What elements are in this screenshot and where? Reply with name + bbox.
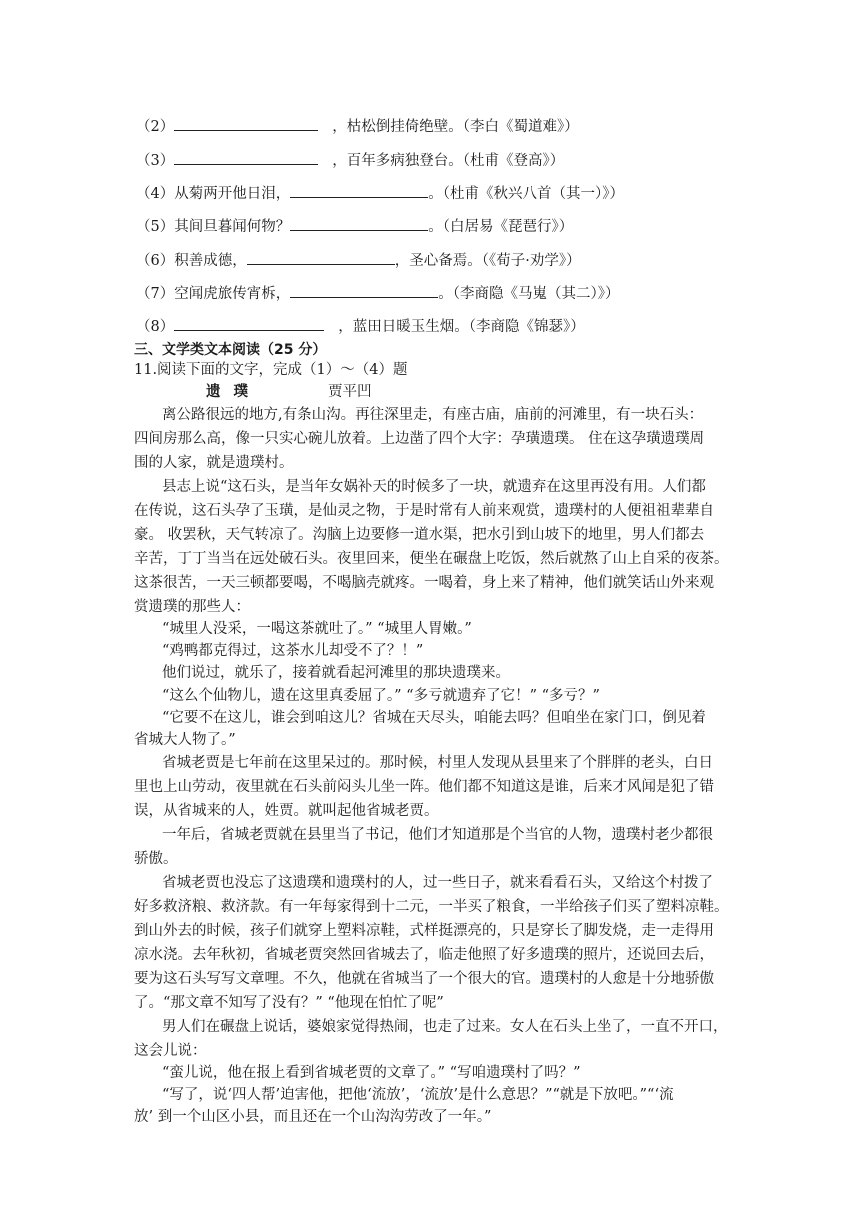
answer-blank[interactable] xyxy=(174,316,324,331)
item-text: ，枯松倒挂倚绝壁。（李白《蜀道难》） xyxy=(332,119,579,135)
article-line: 误，从省城来的人，姓贾。就叫起他省城老贾。 xyxy=(134,803,439,819)
answer-blank[interactable] xyxy=(247,250,395,265)
article-title: 遗 璞 xyxy=(206,383,253,400)
article-line: 省城老贾也没忘了这遗璞和遗璞村的人，过一些日子，就来看看石头，又给这个村拨了 xyxy=(162,875,713,891)
answer-blank[interactable] xyxy=(174,150,318,165)
item-text: 。（白居易《琵琶行》） xyxy=(428,219,574,235)
item-text: ，圣心备焉。（《荀子·劝学》） xyxy=(394,253,581,269)
article-line: 这会儿说： xyxy=(134,1043,207,1059)
article-line: 县志上说“这石头，是当年女娲补天的时候多了一块，就遗弃在这里再没有用。人们都 xyxy=(162,479,706,495)
article-line: 他们说过，就乐了，接着就看起河滩里的那块遗璞来。 xyxy=(162,665,510,681)
poetry-item-5 xyxy=(136,216,573,237)
article-line: “城里人没采，一喝这茶就吐了。” “城里人胃嫩。” xyxy=(162,621,472,637)
article-author: 贾平凹 xyxy=(328,384,372,400)
article-line: 豪。 收罢秋，天气转凉了。沟脑上边要修一道水渠，把水引到山坡下的地里，男人们都去 xyxy=(134,527,705,543)
poetry-item-7 xyxy=(136,283,619,304)
article-line: 男人们在碾盘上说话，婆娘家觉得热闹，也走了过来。女人在石头上坐了，一直不开口， xyxy=(162,1019,728,1035)
article-line: 一年后，省城老贾就在县里当了书记，他们才知道那是个当官的人物，遗璞村老少都很 xyxy=(162,827,713,843)
article-line: 省城大人物了。” xyxy=(134,732,236,748)
poetry-item-2 xyxy=(136,116,579,137)
article-line: 离公路很远的地方,有条山沟。再往深里走，有座古庙，庙前的河滩里，有一块石头： xyxy=(162,407,704,423)
article-line: 围的人家，就是遗璞村。 xyxy=(134,455,294,471)
question-prompt: 11.阅读下面的文字，完成（1）～（4）题 xyxy=(134,362,408,378)
article-line: 到山外去的时候，孩子们就穿上塑料凉鞋，式样挺漂亮的，只是穿长了脚发烧，走一走得用 xyxy=(134,923,714,939)
item-number: （4） xyxy=(136,186,175,202)
item-number: （7） xyxy=(136,286,175,302)
article-line: “它要不在这儿，谁会到咱这儿？省城在天尽头，咱能去吗？但咱坐在家门口，倒见着 xyxy=(162,710,706,726)
article-line: 赏遗璞的那些人： xyxy=(134,599,250,615)
article-line: 里也上山劳动，夜里就在石头前闷头儿坐一阵。他们都不知道这是谁，后来才风闻是犯了错 xyxy=(134,779,714,795)
item-text: ，百年多病独登台。（杜甫《登高》） xyxy=(332,153,565,169)
item-text: 。（李商隐《马嵬（其二）》） xyxy=(438,286,620,302)
article-line: 好多救济粮、救济款。有一年每家得到十二元，一半买了粮食，一半给孩子们买了塑料凉鞋。 xyxy=(134,899,729,915)
item-number: （8） xyxy=(136,319,175,335)
article-line: 凉水浇。去年秋初，省城老贾突然回省城去了，临走他照了好多遗璞的照片，还说回去后， xyxy=(134,947,714,963)
item-pre: 从菊两开他日泪， xyxy=(174,186,291,202)
item-number: （5） xyxy=(136,219,175,235)
section-heading: 三、文学类文本阅读（25 分） xyxy=(134,342,327,358)
article-line: 这茶很苦，一天三顿都要喝，不喝脑壳就疼。一喝着，身上来了精神，他们就笑话山外来观 xyxy=(134,575,714,591)
article-line: 骄傲。 xyxy=(134,851,178,867)
article-line: 省城老贾是七年前在这里呆过的。那时候，村里人发现从县里来了个胖胖的老头，白日 xyxy=(162,755,713,771)
poetry-item-6 xyxy=(136,250,581,271)
item-pre: 空闻虎旅传宵柝， xyxy=(174,286,291,302)
article-line: 放’ 到一个山区小县，而且还在一个山沟沟劳改了一年。” xyxy=(134,1109,492,1125)
poetry-item-8 xyxy=(136,316,585,337)
answer-blank[interactable] xyxy=(290,283,438,298)
item-number: （3） xyxy=(136,153,175,169)
item-text: 。（杜甫《秋兴八首（其一）》） xyxy=(428,186,624,202)
article-line: “写了，说‘四人帮’迫害他，把他‘流放’，‘流放’是什么意思？”“就是下放吧。”“‘流 xyxy=(162,1087,674,1103)
item-number: （2） xyxy=(136,119,175,135)
poetry-item-4 xyxy=(136,183,624,204)
poetry-item-3 xyxy=(136,150,564,171)
item-number: （6） xyxy=(136,253,175,269)
article-line: “这么个仙物儿，遗在这里真委屈了。” “多亏就遗弃了它！” “多亏？” xyxy=(162,688,600,704)
article-line: “蛮儿说，他在报上看到省城老贾的文章了。” “写咱遗璞村了吗？” xyxy=(162,1065,581,1081)
item-pre: 积善成德， xyxy=(174,253,247,269)
article-line: 四间房那么高，像一只实心碗儿放着。上边凿了四个大字：孕璜遗璞。 住在这孕璜遗璞周 xyxy=(134,431,705,447)
answer-blank[interactable] xyxy=(174,116,318,131)
article-line: 辛苦，丁丁当当在远处破石头。夜里回来，便坐在碾盘上吃饭，然后就熬了山上自采的夜茶。 xyxy=(134,551,729,567)
answer-blank[interactable] xyxy=(290,216,428,231)
article-line: 在传说，这石头孕了玉璜，是仙灵之物，于是时常有人前来观赏，遗璞村的人便祖祖辈辈自 xyxy=(134,503,714,519)
article-line: “鸡鸭都克得过，这茶水儿却受不了？！” xyxy=(162,643,424,659)
article-line: 了。“那文章不知写了没有？” “他现在怕忙了呢” xyxy=(134,995,444,1011)
article-line: 要为这石头写写文章哩。不久，他就在省城当了一个很大的官。遗璞村的人愈是十分地骄傲 xyxy=(134,971,714,987)
item-pre: 其间旦暮闻何物？ xyxy=(174,219,291,235)
answer-blank[interactable] xyxy=(290,183,428,198)
item-text: ，蓝田日暖玉生烟。（李商隐《锦瑟》） xyxy=(338,319,585,335)
